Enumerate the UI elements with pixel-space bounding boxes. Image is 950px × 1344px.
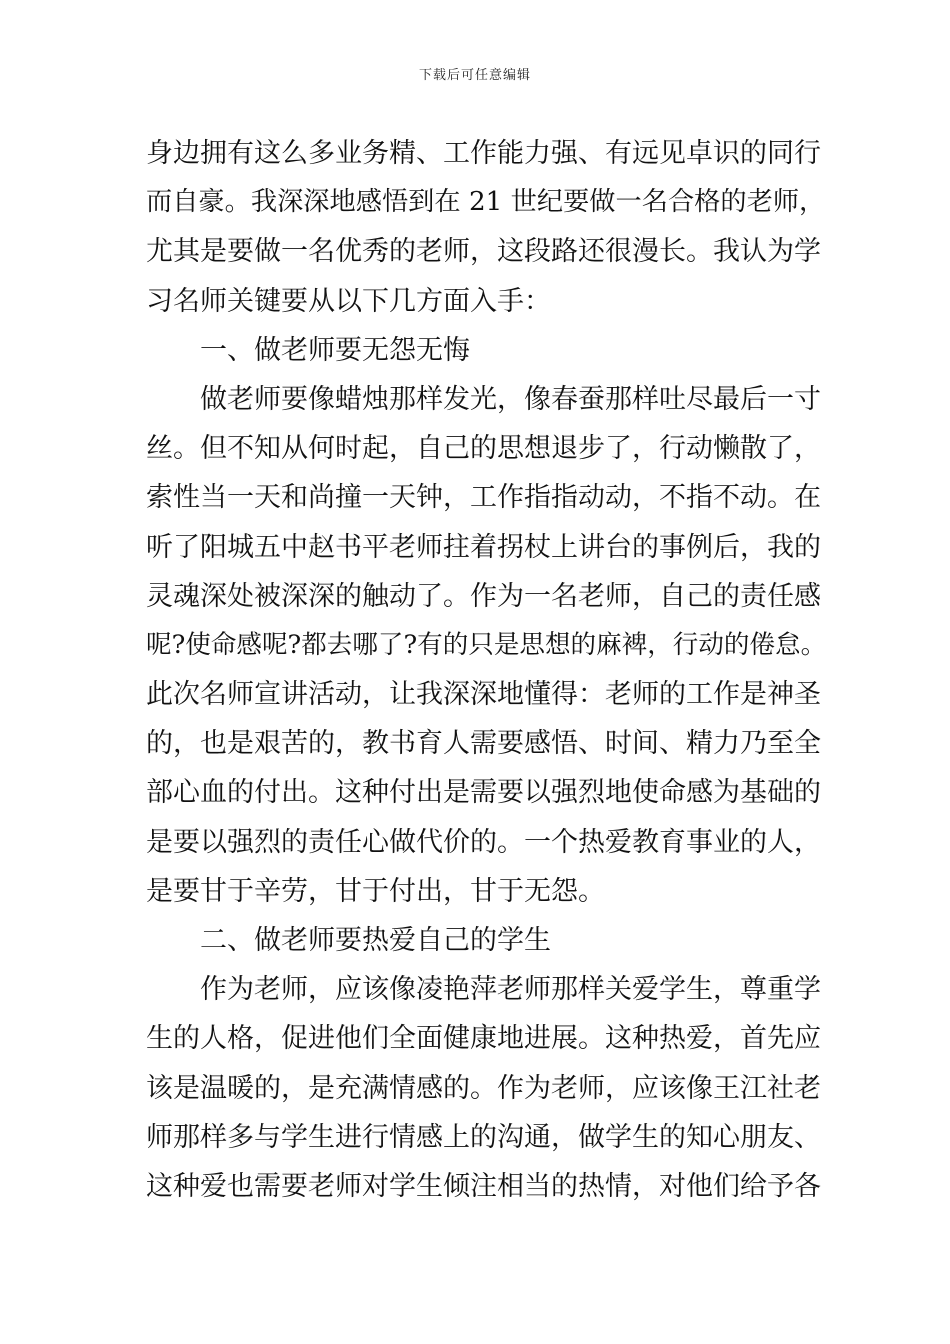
paragraph-line-indented: 一、做老师要无怨无悔 <box>200 334 470 366</box>
paragraph-line: 听了阳城五中赵书平老师拄着拐杖上讲台的事例后，我的 <box>146 531 821 563</box>
paragraph-line: 师那样多与学生进行情感上的沟通，做学生的知心朋友、 <box>146 1121 821 1153</box>
page-header: 下载后可任意编辑 <box>418 68 531 83</box>
paragraph-line: 而自豪。我深深地感悟到在 21 世纪要做一名合格的老师， <box>146 187 826 218</box>
paragraph-line: 呢?使命感呢?都去哪了?有的只是思想的麻裨，行动的倦怠。 <box>146 629 827 660</box>
paragraph-line: 是要以强烈的责任心做代价的。一个热爱教育事业的人， <box>146 826 821 858</box>
paragraph-line: 该是温暖的，是充满情感的。作为老师，应该像王江社老 <box>146 1072 821 1104</box>
paragraph-line-indented: 二、做老师要热爱自己的学生 <box>200 925 551 956</box>
paragraph-line: 是要甘于辛劳，甘于付出，甘于无怨。 <box>146 875 605 907</box>
paragraph-line: 尤其是要做一名优秀的老师，这段路还很漫长。我认为学 <box>146 236 821 268</box>
paragraph-line-indented: 做老师要像蜡烛那样发光，像春蚕那样吐尽最后一寸 <box>200 383 821 415</box>
paragraph-line: 习名师关键要从以下几方面入手： <box>146 285 551 317</box>
paragraph-line: 的，也是艰苦的，教书育人需要感悟、时间、精力乃至全 <box>146 728 821 760</box>
paragraph-line: 索性当一天和尚撞一天钟，工作指指动动，不指不动。在 <box>146 482 821 514</box>
paragraph-line: 部心血的付出。这种付出是需要以强烈地使命感为基础的 <box>146 777 821 809</box>
paragraph-line: 灵魂深处被深深的触动了。作为一名老师，自己的责任感 <box>146 580 821 612</box>
document-body <box>146 129 826 1211</box>
paragraph-line: 丝。但不知从何时起，自己的思想退步了，行动懒散了， <box>146 433 821 465</box>
paragraph-line: 生的人格，促进他们全面健康地进展。这种热爱，首先应 <box>146 1023 821 1055</box>
paragraph-line: 身边拥有这么多业务精、工作能力强、有远见卓识的同行 <box>146 138 821 169</box>
paragraph-line: 这种爱也需要老师对学生倾注相当的热情，对他们给予各 <box>146 1170 821 1202</box>
paragraph-line: 此次名师宣讲活动，让我深深地懂得：老师的工作是神圣 <box>146 679 821 711</box>
paragraph-line-indented: 作为老师，应该像凌艳萍老师那样关爱学生，尊重学 <box>200 974 821 1006</box>
